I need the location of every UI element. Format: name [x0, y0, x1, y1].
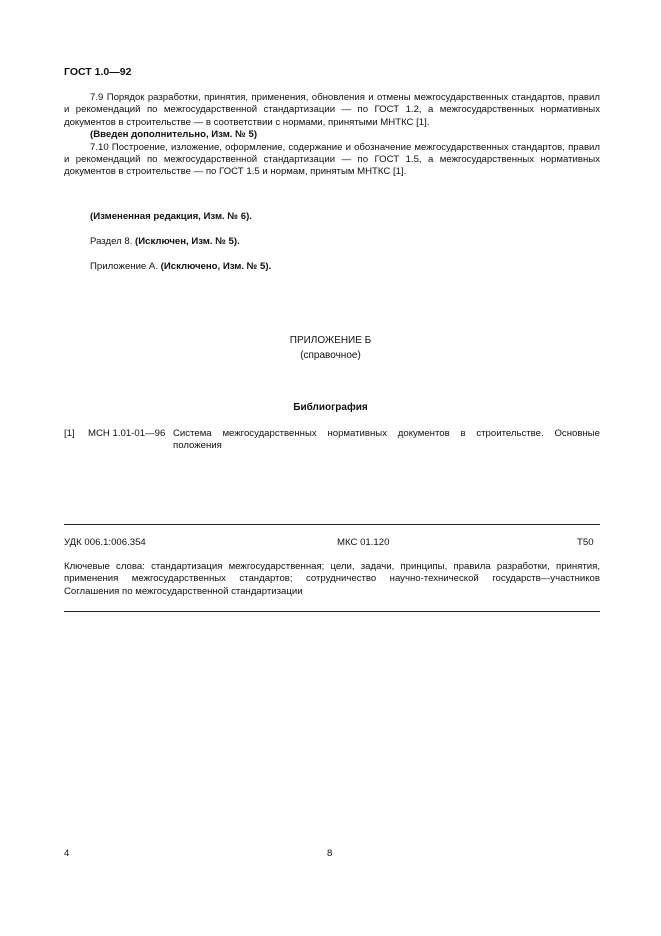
- bibliography-title: Библиография: [293, 402, 368, 413]
- bibliography-entry-text: Система межгосударственных нормативных документов в строительстве. Основные положения: [173, 428, 600, 452]
- section-7-9-text: 7.9 Порядок разработки, принятия, применения, обновления и отмены межгосударственных стандартов, правил и рекомендаций по межгосударственной стандартизации — по ГОСТ 1.2, а межгосударственных нормативных документов в строительстве — в соответствии с нормами, принятыми МНТКС [1].: [64, 92, 600, 128]
- section-8-line: [90, 236, 240, 247]
- bottom-divider: [64, 611, 600, 612]
- keywords: Ключевые слова: стандартизация межгосударственная; цели, задачи, принципы, правила разработки, принятия, применения межгосударственных стандартов; сотрудничество научно-технической государств—участников Соглашения по межгосударственной стандартизации: [64, 561, 600, 597]
- section-7-9: [64, 92, 600, 179]
- section-8-note: (Исключен, Изм. № 5).: [135, 236, 240, 247]
- appendix-a-note: (Исключено, Изм. № 5).: [160, 261, 272, 272]
- section-7-9-note: (Введен дополнительно, Изм. № 5): [90, 129, 258, 141]
- changed-note: (Измененная редакция, Изм. № 6).: [90, 211, 252, 222]
- bibliography-entry-number: [1]: [64, 428, 75, 439]
- appendix-a-label: Приложение А.: [90, 261, 158, 272]
- appendix-a-line: [90, 261, 271, 272]
- page-number-left: 4: [64, 848, 70, 859]
- top-divider: [64, 524, 600, 525]
- udk-code: УДК 006.1:006.354: [64, 537, 146, 548]
- t-code: Т50: [577, 537, 594, 548]
- document-code: ГОСТ 1.0—92: [64, 66, 132, 78]
- section-8-label: Раздел 8.: [90, 236, 133, 247]
- mks-code: МКС 01.120: [337, 537, 390, 548]
- appendix-b-subtitle: (справочное): [300, 350, 361, 361]
- page-number-center: 8: [327, 848, 333, 859]
- section-7-10-text: 7.10 Построение, изложение, оформление, содержание и обозначение межгосударственных стандартов, правил и рекомендаций по межгосударственной стандартизации — по ГОСТ 1.5, а межгосударственных нормативных документов в строительстве — по ГОСТ 1.5 и нормам, принятым МНТКС [1].: [64, 141, 600, 178]
- appendix-b-title: ПРИЛОЖЕНИЕ Б: [289, 335, 372, 346]
- bibliography-entry-code: МСН 1.01-01—96: [88, 428, 166, 439]
